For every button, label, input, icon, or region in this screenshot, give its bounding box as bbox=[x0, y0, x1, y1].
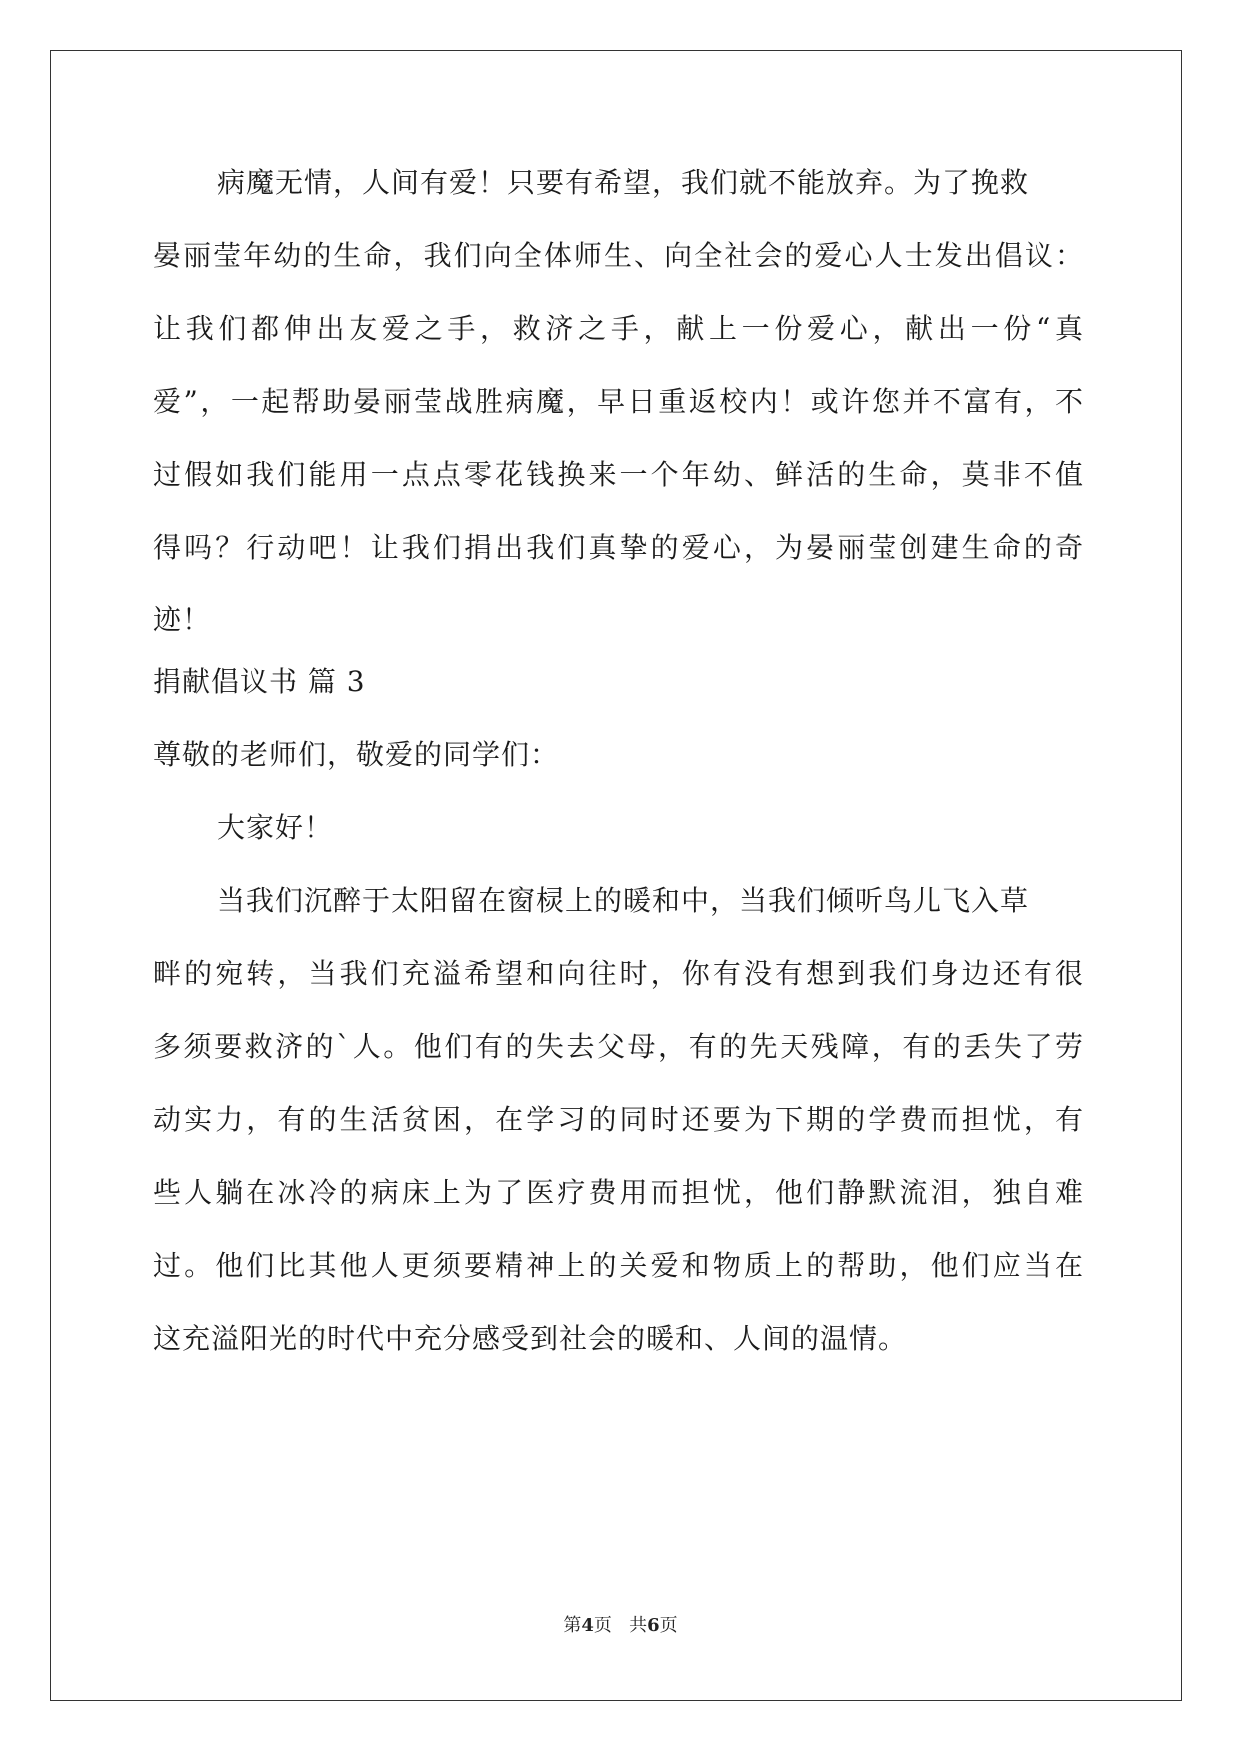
salutation: 尊敬的老师们，敬爱的同学们： bbox=[153, 738, 560, 771]
footer-prefix: 第 bbox=[563, 1615, 582, 1636]
paragraph-line: 过。他们比其他人更须要精神上的关爱和物质上的帮助，他们应当在 bbox=[153, 1249, 1083, 1282]
page-border bbox=[50, 50, 1182, 1701]
page-footer bbox=[0, 1611, 1241, 1637]
paragraph-line: 这充溢阳光的时代中充分感受到社会的暖和、人间的温情。 bbox=[153, 1322, 908, 1355]
section-title: 捐献倡议书 篇 3 bbox=[153, 665, 366, 698]
paragraph-line: 爱”，一起帮助晏丽莹战胜病魔，早日重返校内！或许您并不富有，不 bbox=[153, 385, 1083, 418]
paragraph-line: 畔的宛转，当我们充溢希望和向往时，你有没有想到我们身边还有很 bbox=[153, 957, 1083, 990]
total-page-number: 6 bbox=[647, 1615, 660, 1636]
paragraph-line: 迹！ bbox=[153, 603, 212, 636]
paragraph-line: 多须要救济的`人。他们有的失去父母，有的先天残障，有的丢失了劳 bbox=[153, 1030, 1083, 1063]
paragraph-line: 晏丽莹年幼的生命，我们向全体师生、向全社会的爱心人士发出倡议： bbox=[153, 239, 1083, 272]
footer-suffix: 页 bbox=[659, 1615, 678, 1636]
paragraph-line: 病魔无情，人间有爱！只要有希望，我们就不能放弃。为了挽救 bbox=[217, 166, 1030, 199]
paragraph-line: 当我们沉醉于太阳留在窗棂上的暖和中，当我们倾听鸟儿飞入草 bbox=[217, 884, 1030, 917]
current-page-number: 4 bbox=[581, 1615, 594, 1636]
greeting: 大家好！ bbox=[217, 811, 334, 844]
paragraph-line: 些人躺在冰冷的病床上为了医疗费用而担忧，他们静默流泪，独自难 bbox=[153, 1176, 1083, 1209]
paragraph-line: 动实力，有的生活贫困，在学习的同时还要为下期的学费而担忧，有 bbox=[153, 1103, 1083, 1136]
footer-middle: 页 共 bbox=[593, 1615, 648, 1636]
paragraph-line: 得吗？行动吧！让我们捐出我们真挚的爱心，为晏丽莹创建生命的奇 bbox=[153, 531, 1083, 564]
paragraph-line: 过假如我们能用一点点零花钱换来一个年幼、鲜活的生命，莫非不值 bbox=[153, 458, 1083, 491]
paragraph-line: 让我们都伸出友爱之手，救济之手，献上一份爱心，献出一份“真 bbox=[153, 312, 1083, 345]
